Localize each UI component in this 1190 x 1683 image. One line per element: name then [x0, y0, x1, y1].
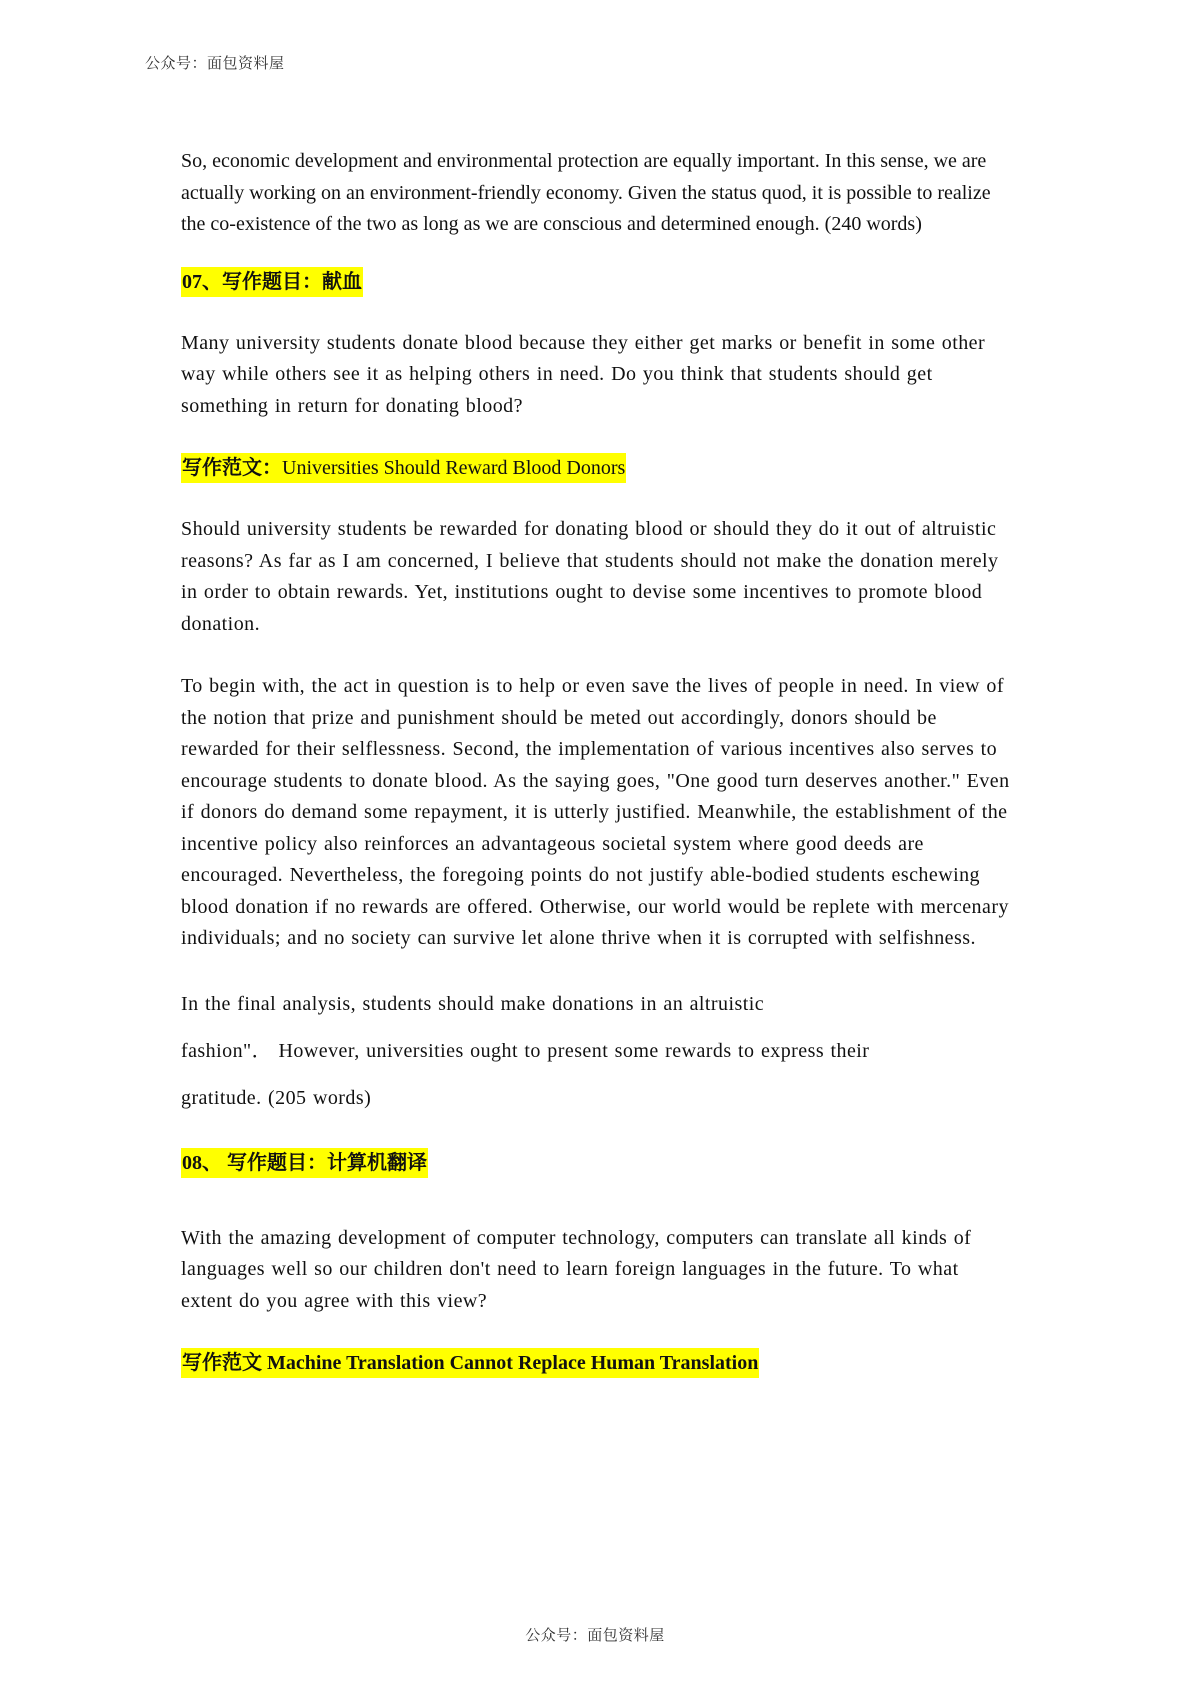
topic-07-prompt: Many university students donate blood because they either get marks or benefit in some other way while others see it as helping others in need. Do you think that students should get something in return for donating blood?	[181, 331, 986, 417]
essay-paragraph-1: Should university students be rewarded for donating blood or should they do it out of altruistic reasons? As far as I am concerned, I believe that students should not make the donation merely in order to obtain rewards. Yet, institutions ought to devise some incentives to promote blood donation.	[181, 518, 999, 635]
topic-07-essay-heading	[181, 453, 626, 483]
conclusion-line-3: gratitude. (205 words)	[181, 1086, 372, 1109]
topic-07-heading-text: 07、写作题目：献血	[182, 270, 362, 293]
topic-08-heading	[181, 1148, 428, 1178]
conclusion-line-1: In the final analysis, students should make donations in an altruistic	[181, 992, 765, 1015]
intro-paragraph: So, economic development and environmental protection are equally important. In this sense, we are actually working on an environment-friendly economy. Given the status quod, it is possible to realize the co-existence of the two as long as we are conscious and determined enough. (240 words)	[181, 150, 991, 235]
document-body	[181, 146, 1011, 1378]
essay-paragraph-2: To begin with, the act in question is to help or even save the lives of people in need. In view of the notion that prize and punishment should be meted out accordingly, donors should be rewarded for their selflessness. Second, the implementation of various incentives also serves to encourage students to donate blood. As the saying goes, "One good turn deserves another." Even if donors do demand some repayment, it is utterly justified. Meanwhile, the establishment of the incentive policy also reinforces an advantageous societal system where good deeds are encouraged. Nevertheless, the foregoing points do not justify able-bodied students eschewing blood donation if no rewards are offered. Otherwise, our world would be replete with mercenary individuals; and no society can survive let alone thrive when it is corrupted with selfishness.	[181, 675, 1010, 949]
topic-07-heading	[181, 267, 363, 297]
topic-08-heading-text: 08、 写作题目：计算机翻译	[182, 1151, 427, 1174]
topic-08-essay-heading: 写作范文 Machine Translation Cannot Replace Human Translation	[181, 1348, 759, 1378]
page-footer: 公众号：面包资料屋	[525, 1628, 665, 1644]
page-header: 公众号：面包资料屋	[145, 56, 285, 72]
topic-08-prompt: With the amazing development of computer technology, computers can translate all kinds of languages well so our children don't need to learn foreign languages in the future. To what extent do you agree with this view?	[181, 1226, 972, 1312]
essay-heading-prefix: 写作范文：	[182, 457, 282, 479]
conclusion-line-2: fashion"． However, universities ought to present some rewards to express their	[181, 1039, 870, 1062]
essay-heading-title: Universities Should Reward Blood Donors	[282, 457, 626, 479]
